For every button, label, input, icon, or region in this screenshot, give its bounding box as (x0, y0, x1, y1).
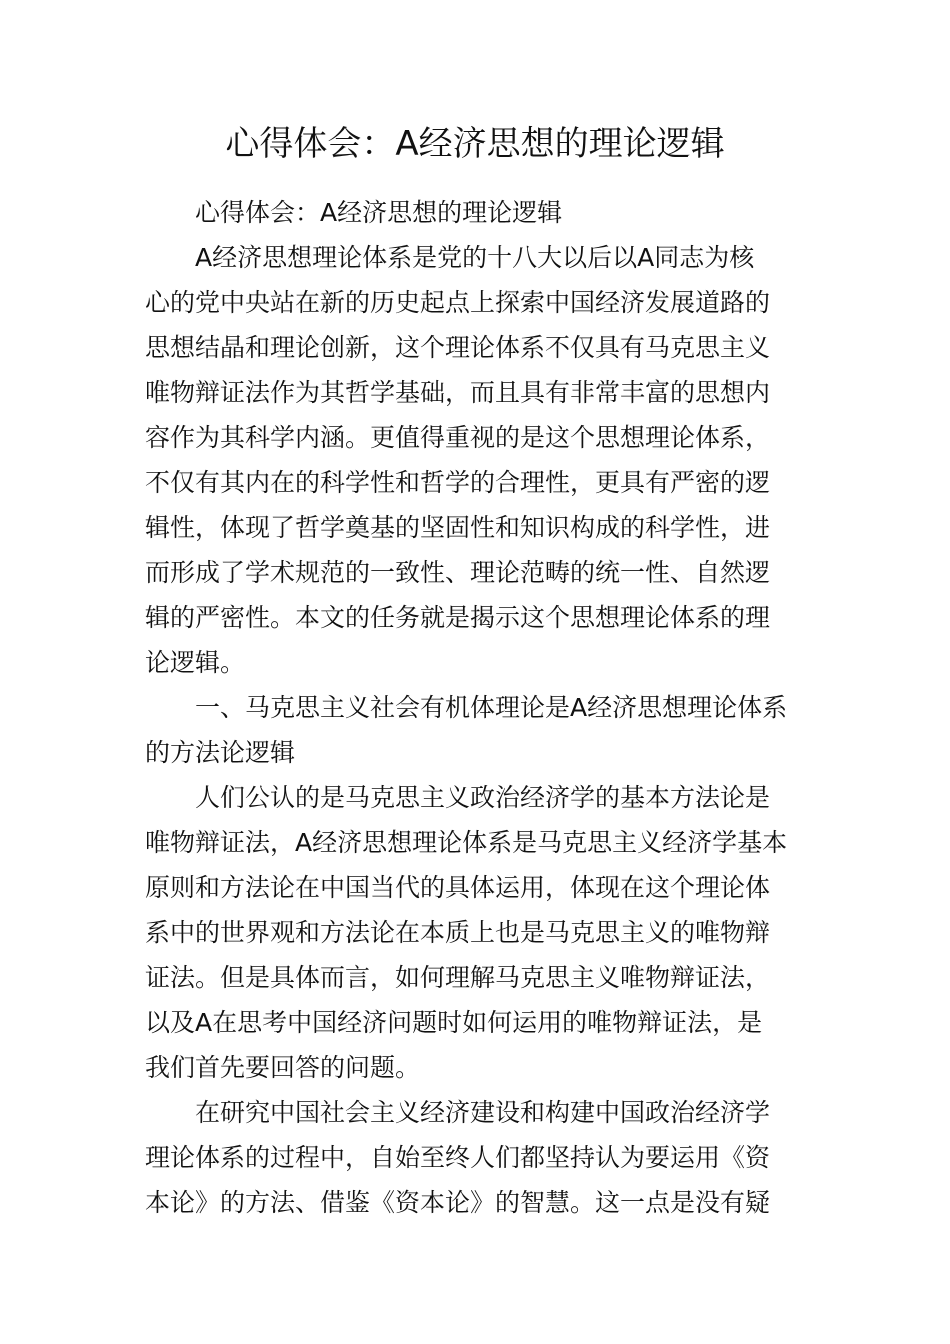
text-line: 本论》的方法、借鉴《资本论》的智慧。这一点是没有疑 (145, 1188, 771, 1217)
text-line: 以及A在思考中国经济问题时如何运用的唯物辩证法，是 (145, 1008, 763, 1037)
text-line: 系中的世界观和方法论在本质上也是马克思主义的唯物辩 (145, 918, 771, 947)
text-line: 心的党中央站在新的历史起点上探索中国经济发展道路的 (145, 288, 771, 317)
text-line: 理论体系的过程中，自始至终人们都坚持认为要运用《资 (145, 1143, 771, 1172)
text-line: 不仅有其内在的科学性和哲学的合理性，更具有严密的逻 (145, 468, 771, 497)
text-line: 论逻辑。 (145, 648, 246, 677)
text-line: 而形成了学术规范的一致性、理论范畴的统一性、自然逻 (145, 558, 771, 587)
text-line: 容作为其科学内涵。更值得重视的是这个思想理论体系， (145, 423, 771, 452)
text-line: 唯物辩证法作为其哲学基础，而且具有非常丰富的思想内 (145, 378, 771, 407)
text-line: 原则和方法论在中国当代的具体运用，体现在这个理论体 (145, 873, 771, 902)
text-line: 唯物辩证法，A经济思想理论体系是马克思主义经济学基本 (145, 828, 788, 857)
text-line: 思想结晶和理论创新，这个理论体系不仅具有马克思主义 (145, 333, 771, 362)
text-line: 的方法论逻辑 (145, 738, 296, 767)
text-line: 辑的严密性。本文的任务就是揭示这个思想理论体系的理 (145, 603, 771, 632)
text-line: 证法。但是具体而言，如何理解马克思主义唯物辩证法， (145, 963, 771, 992)
text-line: A经济思想理论体系是党的十八大以后以A同志为核 (195, 243, 755, 272)
text-line: 一、马克思主义社会有机体理论是A经济思想理论体系 (195, 693, 788, 722)
document-body (145, 190, 805, 1225)
text-line: 人们公认的是马克思主义政治经济学的基本方法论是 (195, 783, 771, 812)
text-line: 辑性，体现了哲学奠基的坚固性和知识构成的科学性，进 (145, 513, 771, 542)
document-title: 心得体会：A经济思想的理论逻辑 (225, 124, 725, 164)
text-line: 心得体会：A经济思想的理论逻辑 (195, 198, 563, 227)
text-line: 我们首先要回答的问题。 (145, 1053, 421, 1082)
text-line: 在研究中国社会主义经济建设和构建中国政治经济学 (195, 1098, 771, 1127)
